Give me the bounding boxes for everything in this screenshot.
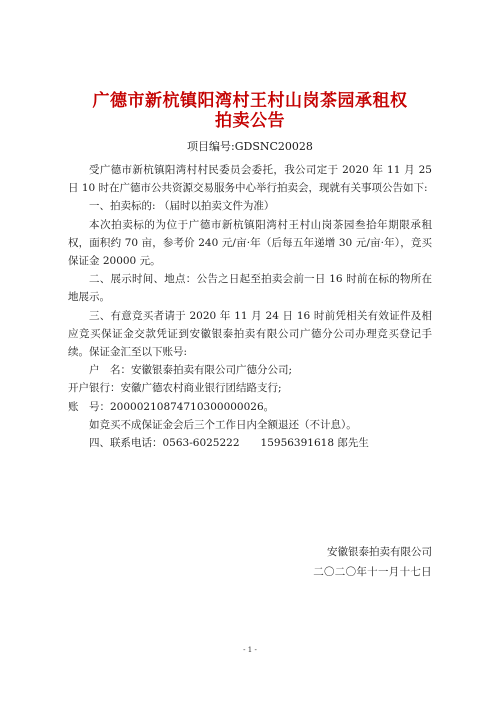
document-title-line1: 广德市新杭镇阳湾村王村山岗茶园承租权	[92, 91, 408, 111]
intro-paragraph: 受广德市新杭镇阳湾村村民委员会委托，我公司定于 2020 年 11 月 25 日 10 时在广德市公共资源交易服务中心举行拍卖会，现就有关事项公告如下:	[68, 164, 432, 195]
document-title-line2: 拍卖公告	[215, 111, 285, 131]
project-number: 项目编号:GDSNC20028	[187, 140, 313, 153]
section-auction-subject-heading: 一、拍卖标的: （届时以拍卖文件为准）	[89, 200, 275, 213]
auction-subject-paragraph: 本次拍卖标的为位于广德市新杭镇阳湾村王村山岗茶园叁拾年期限承租权，面积约 70 亩，参考价 240 元/亩·年（后每五年递增 30 元/亩·年），竞买保证金 20000 元。	[68, 218, 432, 268]
contact-line: 四、联系电话：0563-6025222 15956391618 郎先生	[89, 437, 369, 450]
bank-line: 开户银行：安徽广德农村商业银行团结路支行;	[68, 382, 282, 395]
account-name-line: 户 名：安徽银泰拍卖有限公司广德分公司;	[89, 364, 293, 377]
account-number-line: 账 号：20000210874710300000026。	[68, 400, 275, 413]
announcement-body	[68, 161, 432, 452]
refund-note: 如竞买不成保证金会后三个工作日内全额退还（不计息）。	[89, 418, 357, 431]
registration-paragraph: 三、有意竞买者请于 2020 年 11 月 24 日 16 时前凭相关有效证件及相应竞买保证金交款凭证到安徽银泰拍卖有限公司广德分公司办理竞买登记手续。保证金汇至以下账号:	[68, 309, 432, 359]
signature-company: 安徽银泰拍卖有限公司	[327, 546, 432, 558]
page-number: - 1 -	[243, 646, 257, 654]
exhibition-paragraph: 二、展示时间、地点：公告之日起至拍卖会前一日 16 时前在标的物所在地展示。	[68, 273, 432, 304]
signature-date: 二〇二〇年十一月十七日	[313, 566, 432, 578]
